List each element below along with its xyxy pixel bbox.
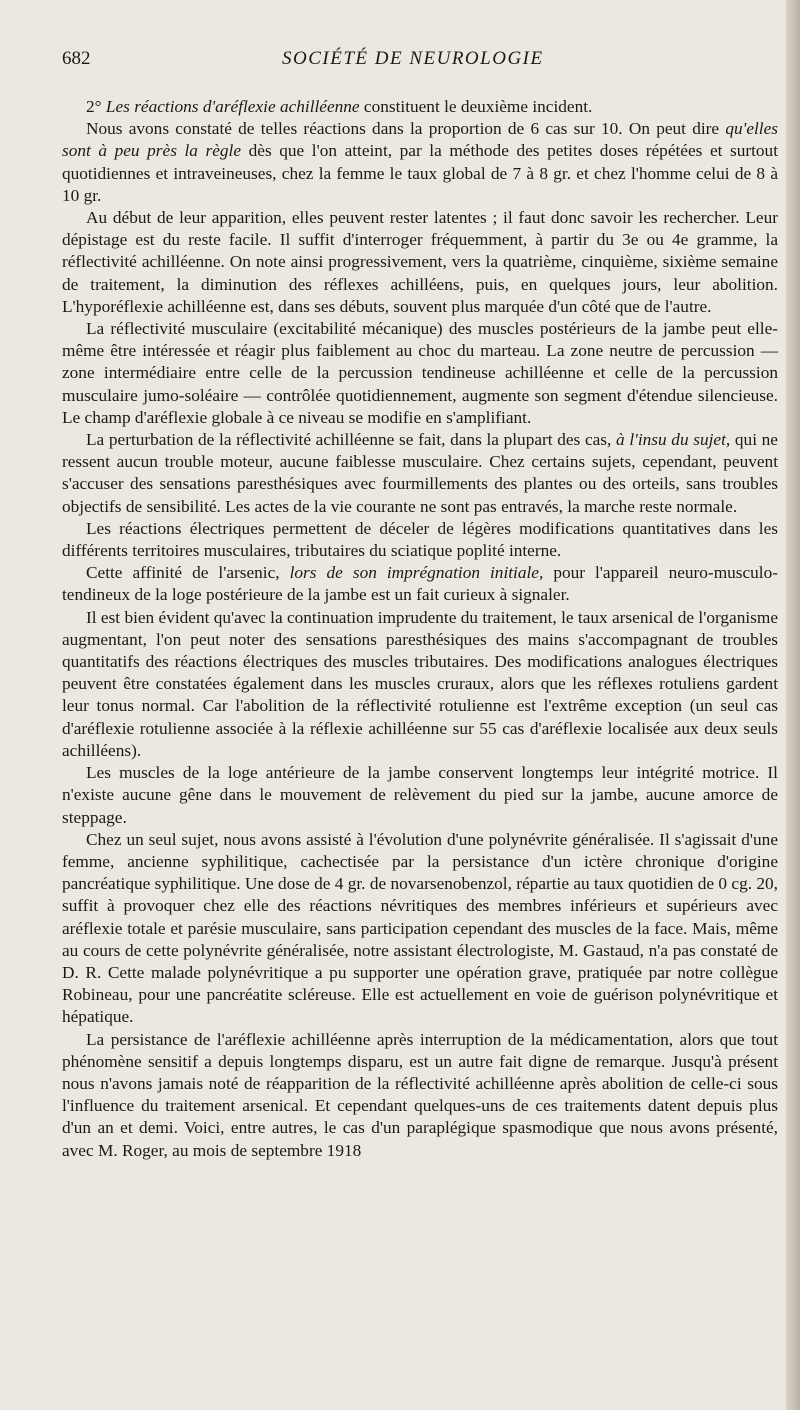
paragraph: Il est bien évident qu'avec la continuation imprudente du traitement, le taux arsenical de l'organisme augmentant, l'on peut noter des sensations paresthésiques des mains s'accompagnant de troubles quantitatifs des réactions électriques des muscles tributaires. Des modifications analogues électriques peuvent être constatées également dans les muscles cruraux, alors que les réflexes rotuliens gardent leur tonus normal. Car l'abolition de la réflectivité rotulienne est l'extrême exception (un seul cas d'aréflexie rotulienne associée à la réflexie achilléenne sur 55 cas d'aréflexie localisée aux deux seuls achilléens). — [62, 607, 778, 760]
body-text — [62, 96, 778, 1162]
paragraph: La perturbation de la réflectivité achilléenne se fait, dans la plupart des cas, à l'insu du sujet, qui ne ressent aucun trouble moteur, aucune faiblesse musculaire. Chez certains sujets, cependant, peuvent s'accuser des sensations paresthésiques avec fourmillements des plantes ou des orteils, sans troubles objectifs de sensibilité. Les actes de la vie courante ne sont pas entravés, la marche reste normale. — [62, 430, 778, 516]
paragraph: Chez un seul sujet, nous avons assisté à l'évolution d'une polynévrite généralisée. Il s'agissait d'une femme, ancienne syphilitique, cachectisée par la persistance d'un ictère chronique d'origine pancréatique syphilitique. Une dose de 4 gr. de novarsenobenzol, répartie au taux quotidien de 0 cg. 20, suffit à provoquer chez elle des réactions névritiques des membres inférieurs et supérieurs avec aréflexie totale et parésie musculaire, sans participation cependant des muscles de la face. Mais, même au cours de cette polynévrite généralisée, notre assistant électrologiste, M. Gastaud, n'a pas constaté de D. R. Cette malade polynévritique a pu supporter une opération grave, pratiquée par notre collègue Robineau, pour une pancréatite scléreuse. Elle est actuellement en voie de guérison polynévritique et hépatique. — [62, 829, 778, 1027]
paragraph: 2° Les réactions d'aréflexie achilléenne constituent le deuxième incident. — [86, 97, 593, 116]
paragraph: Au début de leur apparition, elles peuvent rester latentes ; il faut donc savoir les rechercher. Leur dépistage est du reste facile. Il suffit d'interroger fréquemment, à partir du 3e ou 4e gramme, la réflectivité achilléenne. On note ainsi progressivement, vers la quatrième, cinquième, sixième semaine de traitement, la diminution des réflexes achilléens, puis, en quelques jours, leur abolition. L'hyporéflexie achilléenne est, dans ses débuts, souvent plus marquée d'un côté que de l'autre. — [62, 208, 778, 316]
running-title: SOCIÉTÉ DE NEUROLOGIE — [282, 48, 544, 69]
paragraph: Nous avons constaté de telles réactions dans la proportion de 6 cas sur 10. On peut dire qu'elles sont à peu près la règle dès que l'on atteint, par la méthode des petites doses répétées et surtout quotidiennes et intraveineuses, chez la femme le taux global de 7 à 8 gr. et chez l'homme celui de 8 à 10 gr. — [62, 119, 779, 205]
paragraph: Les réactions électriques permettent de déceler de légères modifications quantitatives dans les différents territoires musculaires, tributaires du sciatique poplité interne. — [62, 518, 778, 561]
page-header — [62, 48, 778, 78]
page-edge-shadow — [786, 0, 800, 1410]
paragraph: Les muscles de la loge antérieure de la jambe conservent longtemps leur intégrité motrice. Il n'existe aucune gêne dans le mouvement de relèvement du pied sur la jambe, aucune amorce de steppage. — [62, 763, 778, 827]
paragraph: La persistance de l'aréflexie achilléenne après interruption de la médicamentation, alors que tout phénomène sensitif a depuis longtemps disparu, est un autre fait digne de remarque. Jusqu'à présent nous n'avons jamais noté de réapparition de la réflectivité achilléenne après abolition de celle-ci sous l'influence du traitement arsenical. Et cependant quelques-uns de ces traitements datent depuis plus d'un an et demi. Voici, entre autres, le cas d'un paraplégique spasmodique que nous avons présenté, avec M. Roger, au mois de septembre 1918 — [62, 1029, 778, 1160]
paragraph: Cette affinité de l'arsenic, lors de son imprégnation initiale, pour l'appareil neuro-musculo-tendineux de la loge postérieure de la jambe est un fait curieux à signaler. — [62, 563, 779, 605]
page-number: 682 — [62, 48, 91, 69]
paragraph: La réflectivité musculaire (excitabilité mécanique) des muscles postérieurs de la jambe peut elle-même être intéressée et réagir plus faiblement au choc du marteau. La zone neutre de percussion — zone intermédiaire entre celle de la percussion tendineuse achilléenne et celle de la percussion musculaire jumo-soléaire — contrôlée quotidiennement, augmente son segment d'étendue silencieuse. Le champ d'aréflexie globale à ce niveau se modifie en s'amplifiant. — [62, 319, 778, 427]
